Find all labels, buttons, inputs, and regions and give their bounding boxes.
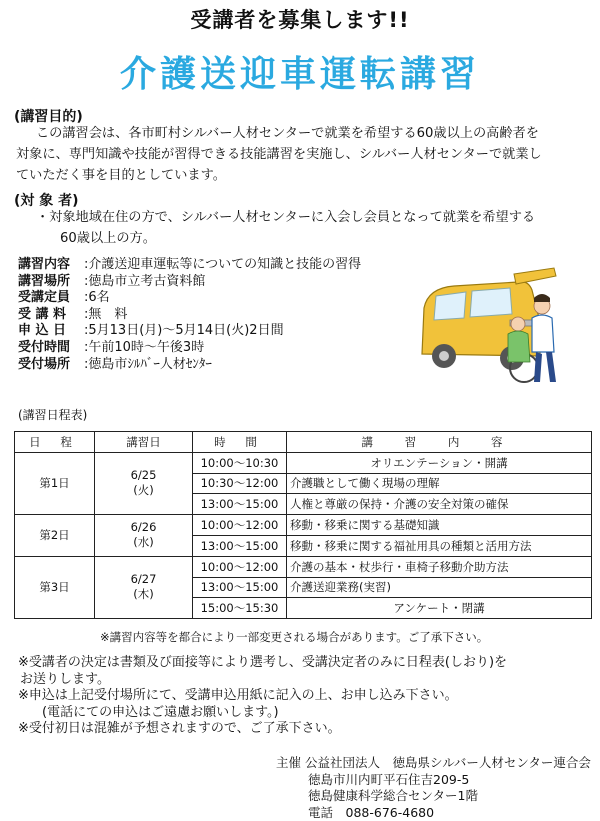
date-value: 6/25 [95, 468, 192, 482]
time-cell: 13:00〜15:00 [193, 577, 287, 598]
content-cell: 介護職として働く現場の理解 [287, 473, 592, 494]
info-row [18, 290, 361, 307]
info-value: :介護送迎車運転等についての知識と技能の習得 [84, 257, 361, 272]
table-header-row [15, 432, 592, 453]
content-cell: 移動・移乗に関する基礎知識 [287, 515, 592, 536]
sponsor-address1: 徳島市川内町平石住吉209-5 [276, 772, 591, 789]
purpose-line: 対象に、専門知識や技能が習得できる技能講習を実施し、シルバー人材センターで就業し [16, 144, 542, 165]
date-value: 6/27 [95, 572, 192, 586]
table-row [15, 515, 592, 536]
purpose-line: ていただく事を目的としています。 [16, 165, 542, 186]
info-row [18, 257, 361, 274]
sponsor-phone-line [276, 805, 591, 821]
sponsor-block [276, 755, 591, 821]
info-row [18, 274, 361, 291]
schedule-note: ※講習内容等を都合により一部変更される場合があります。ご了承下さい。 [100, 629, 488, 645]
date-value: 6/26 [95, 520, 192, 534]
info-row [18, 323, 361, 340]
time-cell: 10:30〜12:00 [193, 473, 287, 494]
day-cell: 第1日 [15, 452, 95, 514]
time-cell: 13:00〜15:00 [193, 535, 287, 556]
content-cell: 人権と尊厳の保持・介護の安全対策の確保 [287, 494, 592, 515]
info-value: :午前10時〜午後3時 [84, 340, 204, 355]
time-cell: 10:00〜10:30 [193, 452, 287, 473]
target-line: ・対象地域在住の方で、シルバー人材センターに入会し会員となって就業を希望する [36, 207, 535, 228]
note-line: ※受付初日は混雑が予想されますので、ご了承下さい。 [18, 721, 507, 738]
col-header: 日 程 [15, 432, 95, 453]
sponsor-label: 主催 [276, 755, 301, 770]
content-cell: オリエンテーション・開講 [287, 452, 592, 473]
schedule-table [14, 431, 592, 619]
info-value: :無 料 [84, 307, 127, 322]
page-title: 介護送迎車運転講習 [0, 46, 600, 97]
target-line: 60歳以上の方。 [36, 228, 535, 249]
info-label: 受付場所 [18, 357, 84, 374]
content-cell: アンケート・閉講 [287, 598, 592, 619]
target-text [36, 207, 535, 249]
note-line: ※申込は上記受付場所にて、受講申込用紙に記入の上、お申し込み下さい。 [18, 688, 507, 705]
target-heading: (対 象 者) [14, 190, 79, 210]
day-cell: 第3日 [15, 556, 95, 618]
sponsor-address2: 徳島健康科学総合センター1階 [276, 788, 591, 805]
note-line: (電話にての申込はご遠慮お願いします。) [18, 705, 507, 722]
info-value: :6名 [84, 290, 110, 305]
day-cell: 第2日 [15, 515, 95, 557]
schedule-caption: (講習日程表) [18, 406, 87, 423]
time-cell: 10:00〜12:00 [193, 556, 287, 577]
col-header: 講習日 [95, 432, 193, 453]
weekday-value: (水) [95, 534, 192, 550]
phone-number: 088-676-4680 [346, 805, 435, 820]
info-label: 申 込 日 [18, 323, 84, 340]
purpose-heading: (講習目的) [14, 106, 83, 126]
date-cell [95, 556, 193, 618]
info-row [18, 357, 361, 374]
table-row [15, 556, 592, 577]
time-cell: 15:00〜15:30 [193, 598, 287, 619]
info-row [18, 307, 361, 324]
note-line: お送りします。 [18, 672, 507, 689]
info-row [18, 340, 361, 357]
sponsor-org: 公益社団法人 徳島県シルバー人材センター連合会 [305, 755, 591, 770]
table-row [15, 452, 592, 473]
info-label: 受講定員 [18, 290, 84, 307]
sponsor-line [276, 755, 591, 772]
phone-label: 電話 [308, 805, 333, 820]
date-cell [95, 515, 193, 557]
info-value: :5月13日(月)〜5月14日(火)2日間 [84, 323, 284, 338]
note-line: ※受講者の決定は書類及び面接等により選考し、受講決定者のみに日程表(しおり)を [18, 655, 507, 672]
notes [18, 655, 507, 738]
info-label: 講習場所 [18, 274, 84, 291]
content-cell: 介護の基本・杖歩行・車椅子移動介助方法 [287, 556, 592, 577]
col-header: 講 習 内 容 [287, 432, 592, 453]
info-value: :徳島市ｼﾙﾊﾞｰ人材ｾﾝﾀｰ [84, 357, 212, 372]
weekday-value: (木) [95, 586, 192, 602]
info-label: 講習内容 [18, 257, 84, 274]
info-value: :徳島市立考古資料館 [84, 274, 205, 289]
care-van-illustration [414, 262, 564, 390]
date-cell [95, 452, 193, 514]
info-label: 受付時間 [18, 340, 84, 357]
content-cell: 移動・移乗に関する福祉用具の種類と活用方法 [287, 535, 592, 556]
time-cell: 10:00〜12:00 [193, 515, 287, 536]
content-cell: 介護送迎業務(実習) [287, 577, 592, 598]
weekday-value: (火) [95, 482, 192, 498]
info-label: 受 講 料 [18, 307, 84, 324]
course-info [18, 257, 361, 373]
purpose-line: この講習会は、各市町村シルバー人材センターで就業を希望する60歳以上の高齢者を [16, 123, 542, 144]
time-cell: 13:00〜15:00 [193, 494, 287, 515]
recruit-header: 受講者を募集します!! [0, 4, 600, 34]
purpose-text [16, 123, 542, 186]
col-header: 時 間 [193, 432, 287, 453]
